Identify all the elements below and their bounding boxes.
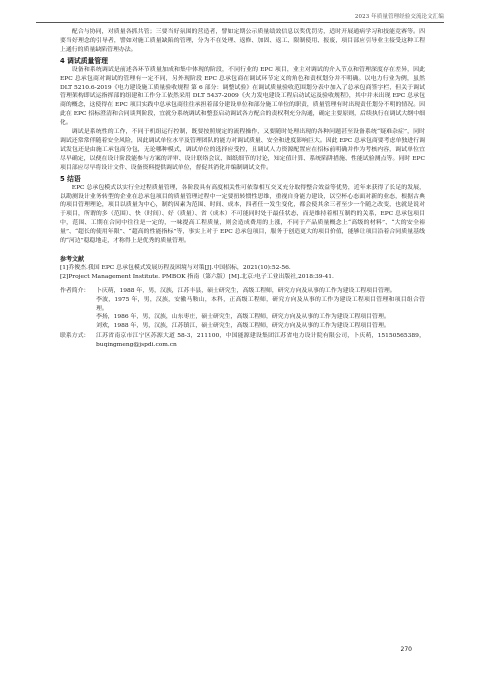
references-title: 参考文献 — [60, 255, 85, 263]
author-bio-spacer — [60, 296, 96, 314]
author-bio-spacer — [60, 322, 96, 331]
section-title-conclusion: 5 结语 — [60, 174, 81, 183]
author-bio-label: 作者简介： — [60, 287, 90, 294]
author-row — [60, 287, 425, 296]
intro-paragraph: 配合与协同，对质量各抓共管；三要当好氛围的营造者，譬如定期公示质量绩效信息以奖优罚劣，适时开展通病学习和技能竞赛等。四要当好理念的引导者，譬如对施工质量缺陷的管理，分为不在处理、返修、加固、返工、限制使用、报废，项目部应引导业主接受这种工程上通行的质量缺陷管理办法。 — [60, 29, 425, 53]
contact-label: 联系方式： — [60, 333, 90, 340]
contact-row — [60, 332, 425, 350]
running-header: 2023 年质量管理经验交流论文汇编 — [354, 14, 444, 20]
page-number: 270 — [400, 646, 412, 653]
author-row — [60, 296, 425, 314]
section-title-debugging: 4 调试质量管理 — [60, 56, 108, 65]
reference-item: [2]Project Management Institute. PMBOK 指南（第六版）[M].北京:电子工业出版社,2018:39-41. — [60, 273, 334, 280]
header-rule — [36, 22, 444, 23]
author-bio-entry: 卜庆萌，1988 年，男，汉族，江苏丰县，硕士研究生，高级工程师，研究方向及从事的工作为建设工程项目管理。 — [96, 287, 396, 294]
author-bio-entry: 李波，1975 年，男，汉族，安徽马鞍山，本科，正高级工程师，研究方向及从事的工作为建设工程项目管理和项目组合管理。 — [96, 296, 425, 312]
reference-item: [1]乔俊杰.我国 EPC 总承包模式发展历程及困境与对策[J].中国招标，2021(10):52-56. — [60, 264, 291, 271]
author-bio-entry: 李扬，1986 年，男，汉族，山东枣庄，硕士研究生，高级工程师，研究方向及从事的工作为建设工程项目管理。 — [96, 314, 390, 321]
author-bio-entry: 刘欢，1988 年，男，汉族，江苏镇江，硕士研究生，高级工程师，研究方向及从事的工作为建设工程项目管理。 — [96, 323, 390, 330]
author-row — [60, 313, 425, 322]
section4-paragraph-2: 调试是系统性的工作，不同于机组运行控制，既要按照规定的流程操作，又要随时处理出现的各种问题甚至设备系统“疑难杂症”，同时调试还常常伴随着安全风险，因此调试单位水平及管理团队的能力对调试质量、安全和进度影响巨大。因此 EPC 总承包商要考虑单独进行调试发包还是由施工承包商分包，无论哪种模式，调试单位的选择应受控，且调试人力资源配置应在招标前明确并作为考核内容，调试单位宜尽早确定，以便在设计阶段能参与方案的评审、设计联络会议、图纸细节的讨论，知定值计算、系统陷阱措施、性能试验测点等。同时 EPC 项目部应尽早将设计文件、设备资料提供调试单位，督促其消化并编制调试文件。 — [60, 129, 425, 171]
contact-text: 江苏省南京市江宁区苏源大道 58-3，211100，中国能源建设集团江苏省电力设计院有限公司，卜庆萌，15150565389，buqingmeng@jspdi.com.cn — [96, 333, 425, 349]
author-row — [60, 322, 425, 331]
article-body — [60, 28, 425, 350]
author-bio-spacer — [60, 313, 96, 322]
section4-paragraph-1: 设备和系统调试是前述各环节质量加成和集中体现的阶段，不同行业的 EPC 项目，业主对调试的介入节点和管理深度存在差异，因此 EPC 总承包商对调试的管理有一定不同，另外现阶段 EPC 总承包商在调试环节定义的角色和责权划分并不明确。以电力行业为例，虽然DLT 5210.6-2019《电力建设施工质量验收规程 第 6 部分：调整试验》在调试质量验收范围划分表中加入了总承包商签字栏，但关于调试管理架构即试运指挥部的组建和工作分工依然采用 DLT 5437-2009《火力发电建设工程启动试运及验收规程》，其中并未出现 EPC 总承包商的概念，这使得在 EPC 项目实践中总承包商往往承担着部分建设单位和部分施工单位的职责，质量管理有时出现责任划分不明的情况。因此在 EPC 招标澄清和合同谈判阶段，宜就分系统调试和整套启动调试各方配合的责权利充分沟通，确定主要原则，后续执行在调试大纲中细化。 — [60, 66, 425, 127]
section5-paragraph: EPC 总承包模式以实行全过程质量管理，各阶段具有高度相关性可依靠相互交叉充分取得整合效益等优势，近年来获得了长足的发展，以勘测设计业务转型的企业在总承包项目的质量管理过程中一定要扭转惯性思维，重视自身能力建设，以空杯心态面对新的业态，根据古典的项目管理理论，项目以质量为中心，制约因素为范围、时间、成本，四者任一发生变化，都会使其余三者至少一个随之改变，也就是说对于项目，所谓的多（范围）、快（时间）、好（质量）、省（成本）不可能同时处于最佳状态，而是维持着相互制约的关系，EPC 总承包项目中，范围、工期在合同中往往是一定的，一味提高工程质量，则会造成费用的上涨，不同于产品质量概念上“高级的材料”、“大的安全裕量”、“超长的使用年限”、“超高的性能指标”等，事实上对于 EPC 总承包项目，服务于创造更大的项目价值，能够让项目沿着合同质量基线的“河边”稳稳地走，才称得上是优秀的质量管理。 — [60, 184, 425, 245]
author-bios — [60, 287, 425, 350]
